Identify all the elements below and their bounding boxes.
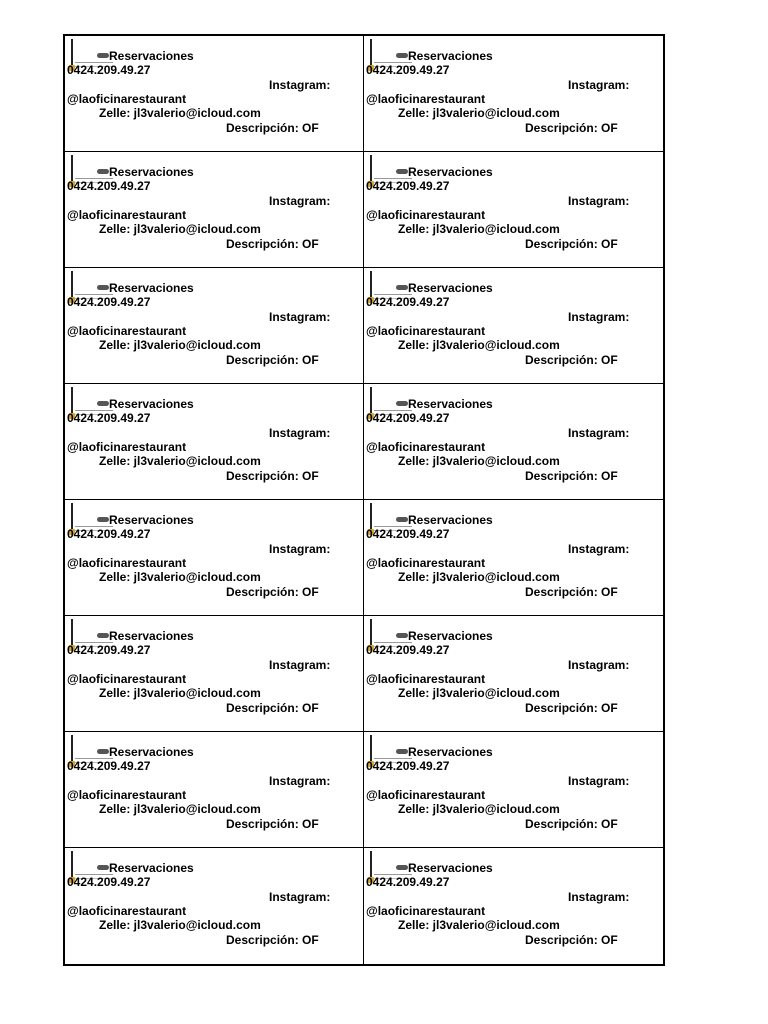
reservations-label: Reservaciones bbox=[109, 513, 194, 527]
instagram-label: Instagram: bbox=[269, 194, 331, 208]
instagram-label: Instagram: bbox=[568, 890, 630, 904]
phone-number: 0424.209.49.27 bbox=[366, 875, 450, 889]
business-card bbox=[65, 268, 364, 384]
phone-number: 0424.209.49.27 bbox=[366, 295, 450, 309]
business-card bbox=[364, 732, 663, 848]
zelle-info: Zelle: jl3valerio@icloud.com bbox=[398, 222, 560, 236]
reservations-label: Reservaciones bbox=[109, 861, 194, 875]
business-card bbox=[364, 848, 663, 964]
instagram-handle: @laoficinarestaurant bbox=[67, 324, 187, 338]
business-card bbox=[364, 500, 663, 616]
business-card-sheet bbox=[63, 34, 665, 966]
instagram-label: Instagram: bbox=[568, 426, 630, 440]
instagram-label: Instagram: bbox=[568, 774, 630, 788]
instagram-label: Instagram: bbox=[269, 774, 331, 788]
business-card bbox=[65, 732, 364, 848]
zelle-info: Zelle: jl3valerio@icloud.com bbox=[398, 802, 560, 816]
description: Descripción: OF bbox=[226, 353, 319, 367]
reservations-label: Reservaciones bbox=[408, 49, 493, 63]
zelle-info: Zelle: jl3valerio@icloud.com bbox=[99, 106, 261, 120]
phone-number: 0424.209.49.27 bbox=[366, 643, 450, 657]
description: Descripción: OF bbox=[525, 353, 618, 367]
zelle-info: Zelle: jl3valerio@icloud.com bbox=[398, 686, 560, 700]
reservations-label: Reservaciones bbox=[408, 397, 493, 411]
reservations-label: Reservaciones bbox=[408, 513, 493, 527]
description: Descripción: OF bbox=[226, 585, 319, 599]
phone-number: 0424.209.49.27 bbox=[67, 527, 151, 541]
reservations-label: Reservaciones bbox=[109, 165, 194, 179]
zelle-info: Zelle: jl3valerio@icloud.com bbox=[398, 918, 560, 932]
description: Descripción: OF bbox=[525, 701, 618, 715]
zelle-info: Zelle: jl3valerio@icloud.com bbox=[99, 686, 261, 700]
instagram-handle: @laoficinarestaurant bbox=[67, 208, 187, 222]
business-card bbox=[364, 616, 663, 732]
instagram-label: Instagram: bbox=[568, 658, 630, 672]
zelle-info: Zelle: jl3valerio@icloud.com bbox=[398, 338, 560, 352]
business-card bbox=[364, 384, 663, 500]
phone-number: 0424.209.49.27 bbox=[366, 63, 450, 77]
reservations-label: Reservaciones bbox=[408, 745, 493, 759]
instagram-handle: @laoficinarestaurant bbox=[67, 556, 187, 570]
phone-number: 0424.209.49.27 bbox=[366, 411, 450, 425]
reservations-label: Reservaciones bbox=[408, 281, 493, 295]
reservations-label: Reservaciones bbox=[109, 49, 194, 63]
description: Descripción: OF bbox=[525, 817, 618, 831]
instagram-handle: @laoficinarestaurant bbox=[366, 440, 486, 454]
instagram-label: Instagram: bbox=[269, 426, 331, 440]
zelle-info: Zelle: jl3valerio@icloud.com bbox=[99, 570, 261, 584]
description: Descripción: OF bbox=[226, 469, 319, 483]
phone-number: 0424.209.49.27 bbox=[67, 295, 151, 309]
instagram-label: Instagram: bbox=[568, 194, 630, 208]
description: Descripción: OF bbox=[525, 121, 618, 135]
instagram-label: Instagram: bbox=[269, 890, 331, 904]
instagram-handle: @laoficinarestaurant bbox=[366, 672, 486, 686]
zelle-info: Zelle: jl3valerio@icloud.com bbox=[99, 802, 261, 816]
instagram-handle: @laoficinarestaurant bbox=[67, 92, 187, 106]
business-card bbox=[364, 152, 663, 268]
phone-number: 0424.209.49.27 bbox=[366, 179, 450, 193]
description: Descripción: OF bbox=[226, 121, 319, 135]
description: Descripción: OF bbox=[525, 469, 618, 483]
reservations-label: Reservaciones bbox=[109, 281, 194, 295]
zelle-info: Zelle: jl3valerio@icloud.com bbox=[99, 918, 261, 932]
instagram-label: Instagram: bbox=[568, 310, 630, 324]
reservations-label: Reservaciones bbox=[408, 165, 493, 179]
business-card bbox=[65, 36, 364, 152]
business-card bbox=[65, 616, 364, 732]
instagram-handle: @laoficinarestaurant bbox=[366, 556, 486, 570]
description: Descripción: OF bbox=[525, 933, 618, 947]
business-card bbox=[65, 152, 364, 268]
instagram-handle: @laoficinarestaurant bbox=[67, 788, 187, 802]
reservations-label: Reservaciones bbox=[408, 861, 493, 875]
phone-number: 0424.209.49.27 bbox=[67, 643, 151, 657]
phone-number: 0424.209.49.27 bbox=[67, 411, 151, 425]
phone-number: 0424.209.49.27 bbox=[67, 875, 151, 889]
phone-number: 0424.209.49.27 bbox=[67, 63, 151, 77]
zelle-info: Zelle: jl3valerio@icloud.com bbox=[99, 222, 261, 236]
zelle-info: Zelle: jl3valerio@icloud.com bbox=[398, 106, 560, 120]
instagram-label: Instagram: bbox=[568, 78, 630, 92]
instagram-label: Instagram: bbox=[269, 658, 331, 672]
description: Descripción: OF bbox=[226, 701, 319, 715]
instagram-handle: @laoficinarestaurant bbox=[67, 672, 187, 686]
reservations-label: Reservaciones bbox=[109, 745, 194, 759]
description: Descripción: OF bbox=[226, 237, 319, 251]
business-card bbox=[364, 36, 663, 152]
instagram-handle: @laoficinarestaurant bbox=[366, 208, 486, 222]
instagram-handle: @laoficinarestaurant bbox=[366, 324, 486, 338]
reservations-label: Reservaciones bbox=[109, 397, 194, 411]
zelle-info: Zelle: jl3valerio@icloud.com bbox=[398, 570, 560, 584]
description: Descripción: OF bbox=[226, 817, 319, 831]
zelle-info: Zelle: jl3valerio@icloud.com bbox=[398, 454, 560, 468]
phone-number: 0424.209.49.27 bbox=[366, 527, 450, 541]
instagram-handle: @laoficinarestaurant bbox=[366, 904, 486, 918]
instagram-handle: @laoficinarestaurant bbox=[67, 904, 187, 918]
reservations-label: Reservaciones bbox=[408, 629, 493, 643]
instagram-handle: @laoficinarestaurant bbox=[67, 440, 187, 454]
instagram-label: Instagram: bbox=[269, 78, 331, 92]
instagram-label: Instagram: bbox=[568, 542, 630, 556]
phone-number: 0424.209.49.27 bbox=[366, 759, 450, 773]
instagram-label: Instagram: bbox=[269, 542, 331, 556]
description: Descripción: OF bbox=[525, 237, 618, 251]
business-card bbox=[65, 384, 364, 500]
zelle-info: Zelle: jl3valerio@icloud.com bbox=[99, 338, 261, 352]
instagram-handle: @laoficinarestaurant bbox=[366, 92, 486, 106]
instagram-label: Instagram: bbox=[269, 310, 331, 324]
zelle-info: Zelle: jl3valerio@icloud.com bbox=[99, 454, 261, 468]
instagram-handle: @laoficinarestaurant bbox=[366, 788, 486, 802]
description: Descripción: OF bbox=[226, 933, 319, 947]
phone-number: 0424.209.49.27 bbox=[67, 759, 151, 773]
business-card bbox=[65, 848, 364, 964]
description: Descripción: OF bbox=[525, 585, 618, 599]
business-card bbox=[364, 268, 663, 384]
phone-number: 0424.209.49.27 bbox=[67, 179, 151, 193]
reservations-label: Reservaciones bbox=[109, 629, 194, 643]
business-card bbox=[65, 500, 364, 616]
